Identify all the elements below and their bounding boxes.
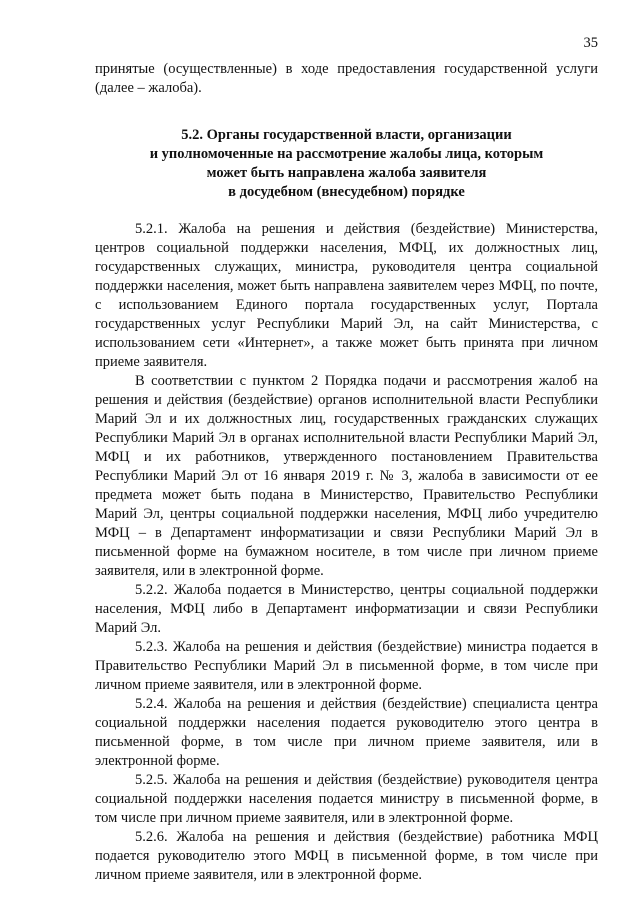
- paragraph-5-2-4: 5.2.4. Жалоба на решения и действия (бездействие) специалиста центра социальной поддержки населения подается руководителю этого центра в письменной форме, в том числе при личном приеме заявителя, или в электронной форме.: [95, 696, 598, 769]
- section-title-line: может быть направлена жалоба заявителя: [206, 165, 487, 181]
- intro-paragraph: принятые (осуществленные) в ходе предоставления государственной услуги (далее – жалоба).: [95, 61, 598, 96]
- paragraph-5-2-1: 5.2.1. Жалоба на решения и действия (бездействие) Министерства, центров социальной поддержки населения, МФЦ, их должностных лиц, государственных служащих, министра, руководителя центра социальной поддержки населения, может быть направлена заявителем через МФЦ, по почте, с использованием Единого портала государственных услуг, Портала государственных услуг Республики Марий Эл, на сайт Министерства, с использованием сети «Интернет», а также может быть принята при личном приеме заявителя.: [95, 221, 598, 370]
- page-content: [95, 60, 598, 885]
- section-title-line: и уполномоченные на рассмотрение жалобы лица, которым: [149, 146, 544, 162]
- paragraph-5-2-5: 5.2.5. Жалоба на решения и действия (бездействие) руководителя центра социальной поддержки населения подается министру в письменной форме, в том числе при личном приеме заявителя, или в электронной форме.: [95, 772, 598, 826]
- paragraph-5-2-6: 5.2.6. Жалоба на решения и действия (бездействие) работника МФЦ подается руководителю этого МФЦ в письменной форме, в том числе при личном приеме заявителя, или в электронной форме.: [95, 829, 598, 883]
- page-number: 35: [583, 35, 598, 51]
- section-title-line: 5.2. Органы государственной власти, организации: [181, 127, 512, 143]
- section-title-line: в досудебном (внесудебном) порядке: [228, 184, 465, 200]
- paragraph-5-2-2: 5.2.2. Жалоба подается в Министерство, центры социальной поддержки населения, МФЦ либо в Департамент информатизации и связи Республики Марий Эл.: [95, 582, 598, 636]
- paragraph-order-reference: В соответствии с пунктом 2 Порядка подачи и рассмотрения жалоб на решения и действия (бездействие) органов исполнительной власти Республики Марий Эл и их должностных лиц, государственных гражданских служащих Республики Марий Эл в органах исполнительной власти Республики Марий Эл, МФЦ и их работников, утвержденного постановлением Правительства Республики Марий Эл от 16 января 2019 г. № 3, жалоба в зависимости от ее предмета может быть подана в Министерство, Правительство Республики Марий Эл, центры социальной поддержки населения, МФЦ либо учредителю МФЦ – в Департамент информатизации и связи Республики Марий Эл в письменной форме на бумажном носителе, в том числе при личном приеме заявителя, или в электронной форме.: [95, 373, 598, 579]
- paragraph-5-2-3: 5.2.3. Жалоба на решения и действия (бездействие) министра подается в Правительство Республики Марий Эл в письменной форме, в том числе при личном приеме заявителя, или в электронной форме.: [95, 639, 598, 693]
- section-title: [95, 126, 598, 202]
